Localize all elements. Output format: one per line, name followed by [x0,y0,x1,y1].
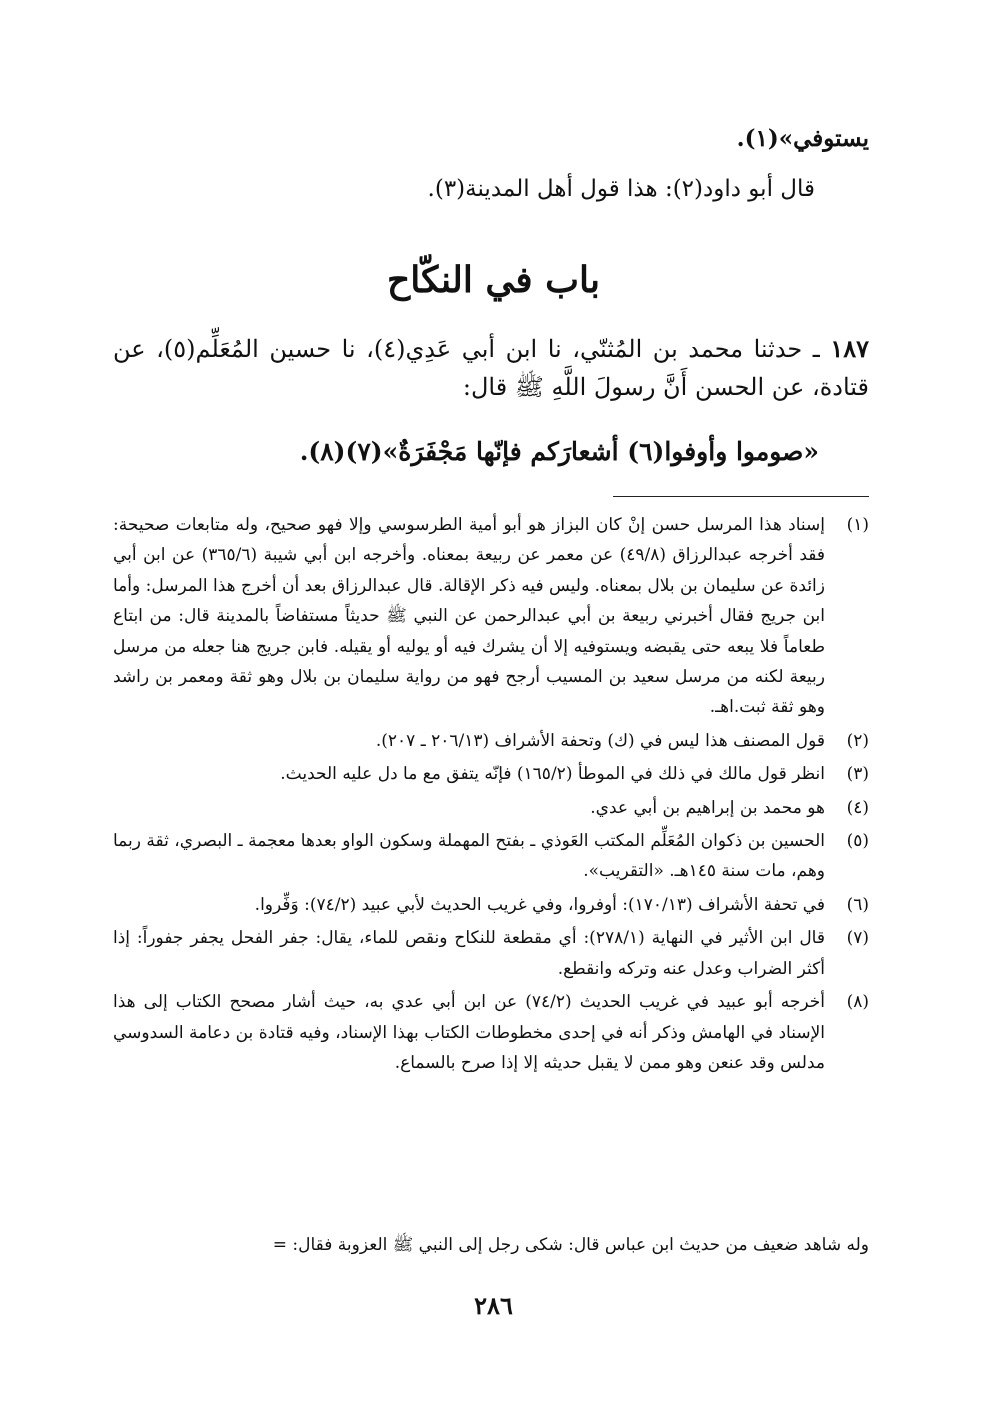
footnote-number: (١) [846,515,869,535]
footnote-text: الحسين بن ذكوان المُعَلِّم المكتب العَوذي ـ بفتح المهملة وسكون الواو بعدها معجمة ـ البصري، ثقة ربما وهم، مات سنة ١٤٥هـ. «التقريب». [113,831,825,882]
footnote-4 [113,793,869,823]
footnote-text: قول المصنف هذا ليس في (ك) وتحفة الأشراف (٢٠٦/١٣ ـ ٢٠٧). [375,730,825,751]
footnote-number: (٧) [846,928,869,949]
footnote-continuation: وله شاهد ضعيف من حديث ابن عباس قال: شكى رجل إلى النبي ﷺ العزوبة فقال: = [272,1235,869,1255]
footnote-text: هو محمد بن إبراهيم بن أبي عدي. [590,797,825,818]
footnote-5 [113,826,869,887]
footnote-7 [113,923,869,984]
footnote-2 [113,726,869,756]
page-number: ٢٨٦ [474,1291,513,1320]
footnote-1 [113,510,869,723]
footnote-6 [113,890,869,920]
footnote-number: (٦) [846,894,869,915]
footnotes-list [113,510,869,1081]
footnote-text: انظر قول مالك في ذلك في الموطأ (١٦٥/٢) فإنّه يتفق مع ما دل عليه الحديث. [280,764,825,785]
chapter-heading: باب في النكّاح [386,259,601,301]
footnote-text: إسناد هذا المرسل حسن إنْ كان البزاز هو أبو أمية الطرسوسي وإلا فهو صحيح، وله متابعات صحيحة: فقد أخرجه عبدالرزاق (٤٩/٨) عن معمر عن ربيعة بمعناه. وأخرجه ابن أبي شيبة (٣٦٥/٦) عن ابن أبي زائدة عن سليمان بن بلال بمعناه. وليس فيه ذكر الإقالة. قال عبدالرزاق بعد أن أخرج هذا المرسل: وأما ابن جريج فقال أخبرني ربيعة بن أبي عبدالرحمن عن النبي ﷺ حديثاً مستفاضاً بالمدينة قال: من ابتاع طعاماً فلا يبعه حتى يقبضه ويستوفيه إلا أن يشرك فيه أو يوليه أو يقيله. فابن جريج هنا جعله من مرسل ربيعة لكنه من مرسل سعيد بن المسيب أرجح فهو من رواية سليمان بن بلال وهو ثقة ومعمر بن راشد وهو ثقة ثبت.اهـ. [113,515,825,718]
hadith-isnad: ـ حدثنا محمد بن المُثنّي، نا ابن أبي عَدِي(٤)، نا حسين المُعَلِّم(٥)، عن قتادة، عن الحسن أَنَّ رسولَ اللَّهِ ﷺ قال: [113,335,869,401]
footnote-number: (٥) [846,831,869,852]
footnote-text: قال ابن الأثير في النهاية (٢٧٨/١): أي مقطعة للنكاح ونقص للماء، يقال: جفر الفحل يجفر جفوراً: إذا أكثر الضراب وعدل عنه وتركه وانقطع. [113,928,825,979]
footnote-text: في تحفة الأشراف (١٧٠/١٣): أوفروا، وفي غريب الحديث لأبي عبيد (٧٤/٢): وَفِّروا. [254,894,825,915]
footnote-number: (٣) [846,764,869,785]
footnote-8 [113,987,869,1078]
hadith-paragraph [113,330,869,406]
text-line-abu-dawud: قال أبو داود(٢): هذا قول أهل المدينة(٣). [427,176,815,202]
hadith-number: ١٨٧ [830,334,869,363]
footnote-divider [613,496,869,497]
text-line-yastawfi: يستوفي»(١). [736,125,869,152]
hadith-matn: «صوموا وأوفوا(٦) أشعارَكم فإنّها مَجْفَرَةٌ»(٧)(٨). [299,437,819,466]
footnote-number: (٢) [846,730,869,751]
footnote-text: أخرجه أبو عبيد في غريب الحديث (٧٤/٢) عن ابن أبي عدي به، حيث أشار مصحح الكتاب إلى هذا الإسناد في الهامش وذكر أنه في إحدى مخطوطات الكتاب بهذا الإسناد، وفيه قتادة بن دعامة السدوسي مدلس وقد عنعن وهو ممن لا يقبل حديثه إلا إذا صرح بالسماع. [113,992,825,1073]
footnote-3 [113,759,869,789]
footnote-number: (٨) [846,992,869,1013]
footnote-number: (٤) [846,797,869,818]
